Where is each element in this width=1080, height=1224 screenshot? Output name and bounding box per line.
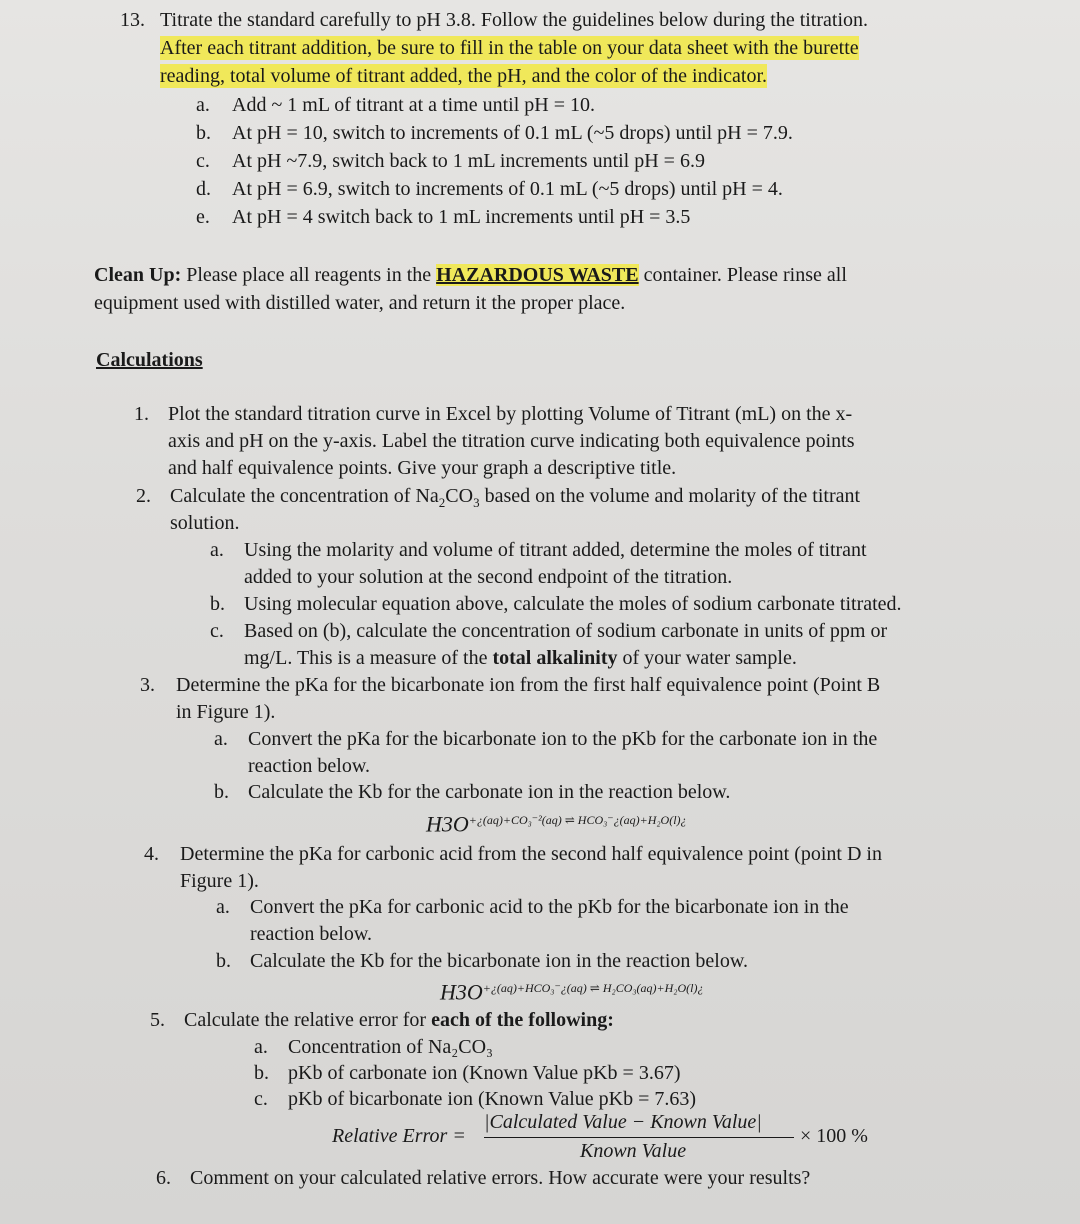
- q5-line1-bold: each of the following:: [431, 1009, 614, 1031]
- q6-num: 6.: [156, 1167, 171, 1189]
- cleanup-line2: equipment used with distilled water, and return it the proper place.: [94, 292, 626, 314]
- q3-a-line2: reaction below.: [248, 755, 370, 777]
- q5-line1-pre: Calculate the relative error for: [184, 1009, 427, 1031]
- q2-c-line2-post: of your water sample.: [622, 647, 797, 669]
- q3-line1: Determine the pKa for the bicarbonate ion from the first half equivalence point (Point B: [176, 674, 881, 696]
- q2-a-line2: added to your solution at the second endpoint of the titration.: [244, 566, 733, 588]
- q2-line1-sub1: 2: [438, 495, 446, 510]
- q1-line2: axis and pH on the y-axis. Label the titration curve indicating both equivalence points: [168, 430, 855, 452]
- q5-num: 5.: [150, 1009, 165, 1031]
- q2-c-line2-pre: mg/L. This is a measure of the: [244, 647, 488, 669]
- step13-item-d: At pH = 6.9, switch to increments of 0.1 mL (~5 drops) until pH = 4.: [232, 178, 783, 200]
- q4-line2: Figure 1).: [180, 870, 259, 892]
- q4-line1: Determine the pKa for carbonic acid from the second half equivalence point (point D in: [180, 843, 882, 865]
- relative-error-numerator: |Calculated Value − Known Value|: [484, 1111, 762, 1133]
- q2-a-letter: a.: [210, 539, 224, 561]
- q4-equation: [440, 976, 703, 1006]
- q3-equation-main: H3O: [426, 811, 469, 837]
- step13-item-a-letter: a.: [196, 94, 210, 116]
- q3-equation: [426, 808, 687, 838]
- cleanup-paragraph: [94, 263, 847, 287]
- q1-line3: and half equivalence points. Give your graph a descriptive title.: [168, 457, 677, 479]
- q5-c-letter: c.: [254, 1088, 268, 1110]
- cleanup-label: Clean Up:: [94, 264, 182, 286]
- step13-num: 13.: [120, 9, 145, 31]
- q6-line1: Comment on your calculated relative errors. How accurate were your results?: [190, 1167, 811, 1189]
- q1-num: 1.: [134, 403, 149, 425]
- step13-item-e: At pH = 4 switch back to 1 mL increments until pH = 3.5: [232, 206, 691, 228]
- q2-line1-mid: CO: [445, 485, 474, 507]
- step13-item-b-letter: b.: [196, 122, 211, 144]
- step13-line1: Titrate the standard carefully to pH 3.8. Follow the guidelines below during the titration.: [160, 9, 869, 31]
- q4-num: 4.: [144, 843, 159, 865]
- q3-line2: in Figure 1).: [176, 701, 276, 723]
- q2-b-line1: Using molecular equation above, calculate the moles of sodium carbonate titrated.: [244, 593, 902, 615]
- q5-b-letter: b.: [254, 1062, 269, 1084]
- relative-error-denominator: Known Value: [580, 1140, 687, 1162]
- q2-line1: [170, 484, 860, 508]
- step13-item-e-letter: e.: [196, 206, 210, 228]
- q3-b-letter: b.: [214, 781, 229, 803]
- q5-a-text: Concentration of Na₂CO₃: [288, 1036, 494, 1058]
- q3-num: 3.: [140, 674, 155, 696]
- q2-a-line1: Using the molarity and volume of titrant added, determine the moles of titrant: [244, 539, 867, 561]
- q2-c-letter: c.: [210, 620, 224, 642]
- q5-a-letter: a.: [254, 1036, 268, 1058]
- q2-line2: solution.: [170, 512, 240, 534]
- q4-b-letter: b.: [216, 950, 231, 972]
- q5-line1: [184, 1008, 614, 1032]
- q2-num: 2.: [136, 485, 151, 507]
- q4-b-line1: Calculate the Kb for the bicarbonate ion in the reaction below.: [250, 950, 748, 972]
- relative-error-times: × 100 %: [800, 1125, 868, 1147]
- q2-line1-sub2: 3: [473, 495, 480, 510]
- q2-b-letter: b.: [210, 593, 225, 615]
- step13-item-c: At pH ~7.9, switch back to 1 mL increments until pH = 6.9: [232, 150, 705, 172]
- q3-a-line1: Convert the pKa for the bicarbonate ion to the pKb for the carbonate ion in the: [248, 728, 878, 750]
- step13-line2: After each titrant addition, be sure to fill in the table on your data sheet with the burette: [160, 37, 859, 59]
- relative-error-lhs: Relative Error =: [332, 1125, 466, 1147]
- q5-b-text: pKb of carbonate ion (Known Value pKb = 3.67): [288, 1062, 681, 1084]
- q2-c-line2: [244, 646, 797, 670]
- q4-a-line2: reaction below.: [250, 923, 372, 945]
- q4-a-letter: a.: [216, 896, 230, 918]
- step13-line3: reading, total volume of titrant added, the pH, and the color of the indicator.: [160, 65, 768, 87]
- step13-item-b: At pH = 10, switch to increments of 0.1 mL (~5 drops) until pH = 7.9.: [232, 122, 793, 144]
- q2-line1-pre: Calculate the concentration of Na: [170, 485, 439, 507]
- calculations-heading: Calculations: [96, 349, 203, 371]
- q2-c-line1: Based on (b), calculate the concentration of sodium carbonate in units of ppm or: [244, 620, 888, 642]
- q4-a-line1: Convert the pKa for carbonic acid to the pKb for the bicarbonate ion in the: [250, 896, 849, 918]
- step13-item-a: Add ~ 1 mL of titrant at a time until pH = 10.: [232, 94, 595, 116]
- q2-line1-post: based on the volume and molarity of the titrant: [479, 485, 861, 507]
- step13-item-c-letter: c.: [196, 150, 210, 172]
- q5-c-text: pKb of bicarbonate ion (Known Value pKb = 7.63): [288, 1088, 697, 1110]
- fraction-bar: [484, 1137, 794, 1138]
- cleanup-post: container. Please rinse all: [643, 264, 847, 286]
- cleanup-pre: Please place all reagents in the: [186, 264, 432, 286]
- q3-b-line1: Calculate the Kb for the carbonate ion in the reaction below.: [248, 781, 731, 803]
- q3-equation-rest: +¿(aq)+CO₃⁻²(aq) ⇌ HCO₃⁻¿(aq)+H₂O(l)¿: [468, 813, 687, 827]
- q4-equation-rest: +¿(aq)+HCO₃⁻¿(aq) ⇌ H₂CO₃(aq)+H₂O(l)¿: [482, 981, 704, 995]
- step13-item-d-letter: d.: [196, 178, 211, 200]
- q4-equation-main: H3O: [440, 979, 483, 1005]
- q3-a-letter: a.: [214, 728, 228, 750]
- q1-line1: Plot the standard titration curve in Excel by plotting Volume of Titrant (mL) on the x-: [168, 403, 853, 425]
- hazardous-waste-label: HAZARDOUS WASTE: [436, 264, 639, 286]
- total-alkalinity-term: total alkalinity: [492, 647, 618, 669]
